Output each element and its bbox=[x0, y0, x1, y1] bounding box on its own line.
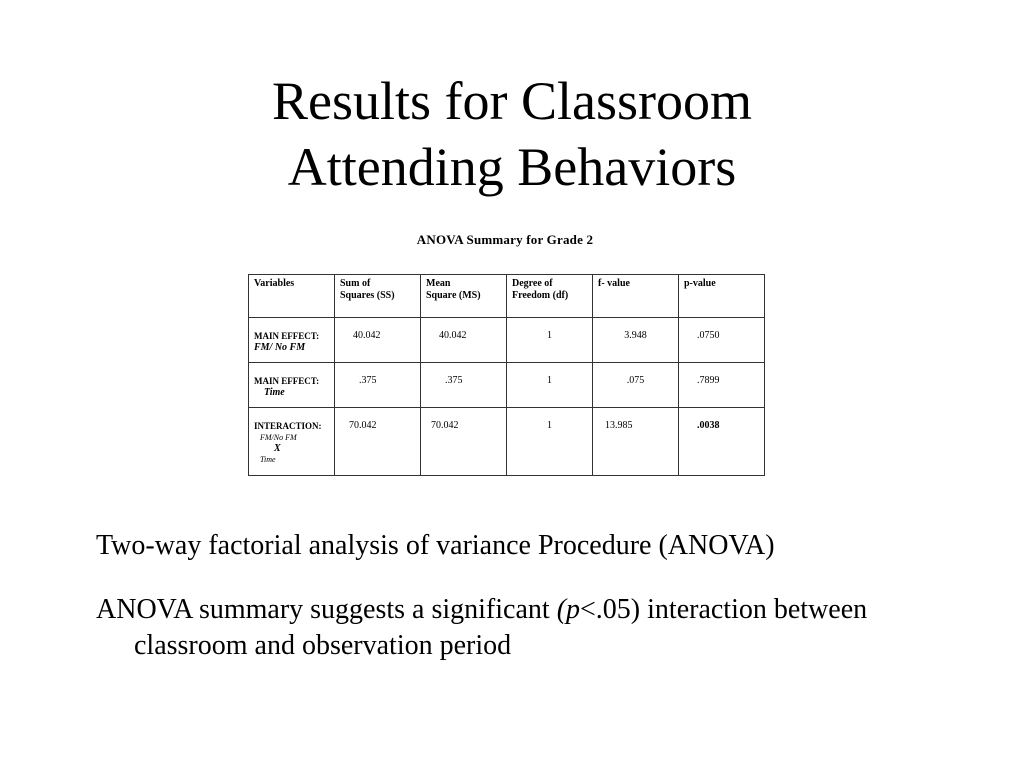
cell-ms: .375 bbox=[421, 363, 507, 408]
row-variable bbox=[249, 408, 335, 476]
bullet-text-end: <.05) interaction between classroom and observation period bbox=[134, 594, 868, 661]
table-row bbox=[249, 318, 765, 363]
header-variables: Variables bbox=[249, 275, 335, 318]
anova-figure bbox=[240, 230, 770, 464]
header-df-line1: Degree of bbox=[512, 278, 553, 289]
row-label: MAIN EFFECT: bbox=[254, 376, 320, 386]
bullet-text-start: ANOVA summary suggests a significant bbox=[96, 594, 557, 625]
cell-ss: .375 bbox=[335, 363, 421, 408]
table-row bbox=[249, 408, 765, 476]
row-variable bbox=[249, 363, 335, 408]
cell-f: 13.985 bbox=[593, 408, 679, 476]
cell-p: .0038 bbox=[679, 408, 765, 476]
cell-ms: 70.042 bbox=[421, 408, 507, 476]
cell-df: 1 bbox=[507, 363, 593, 408]
paren-open: ( bbox=[556, 594, 567, 625]
row-sub: Time bbox=[264, 387, 285, 398]
header-ms-line2: Square (MS) bbox=[426, 290, 481, 301]
cell-ss: 70.042 bbox=[335, 408, 421, 476]
title-line-2: Attending Behaviors bbox=[287, 137, 737, 197]
row-sub: FM/ No FM bbox=[254, 342, 306, 353]
row-label: MAIN EFFECT: bbox=[254, 331, 320, 341]
bullet-list bbox=[96, 528, 956, 692]
header-ss-line1: Sum of bbox=[340, 278, 371, 289]
row-label: INTERACTION: bbox=[254, 421, 322, 431]
slide-title bbox=[0, 68, 1024, 200]
row-sub-2: Time bbox=[260, 455, 276, 464]
header-ms bbox=[421, 275, 507, 318]
cell-p: .7899 bbox=[679, 363, 765, 408]
bullet-item bbox=[96, 592, 956, 664]
cell-ss: 40.042 bbox=[335, 318, 421, 363]
header-df bbox=[507, 275, 593, 318]
cell-df: 1 bbox=[507, 318, 593, 363]
row-sub: FM/No FM bbox=[260, 433, 297, 442]
bullet-item: Two-way factorial analysis of variance Procedure (ANOVA) bbox=[96, 530, 775, 561]
title-line-1: Results for Classroom bbox=[272, 71, 752, 131]
header-ss bbox=[335, 275, 421, 318]
anova-table bbox=[248, 274, 765, 476]
cell-f: 3.948 bbox=[593, 318, 679, 363]
cell-f: .075 bbox=[593, 363, 679, 408]
cell-df: 1 bbox=[507, 408, 593, 476]
cell-ms: 40.042 bbox=[421, 318, 507, 363]
header-p: p-value bbox=[679, 275, 765, 318]
row-x: X bbox=[274, 443, 281, 454]
header-ms-line1: Mean bbox=[426, 278, 451, 289]
table-header-row bbox=[249, 275, 765, 318]
table-row bbox=[249, 363, 765, 408]
table-caption: ANOVA Summary for Grade 2 bbox=[416, 232, 594, 247]
header-f: f- value bbox=[593, 275, 679, 318]
header-df-line2: Freedom (df) bbox=[512, 290, 569, 301]
p-symbol: p bbox=[566, 594, 581, 625]
row-variable bbox=[249, 318, 335, 363]
header-ss-line2: Squares (SS) bbox=[340, 290, 395, 301]
cell-p: .0750 bbox=[679, 318, 765, 363]
